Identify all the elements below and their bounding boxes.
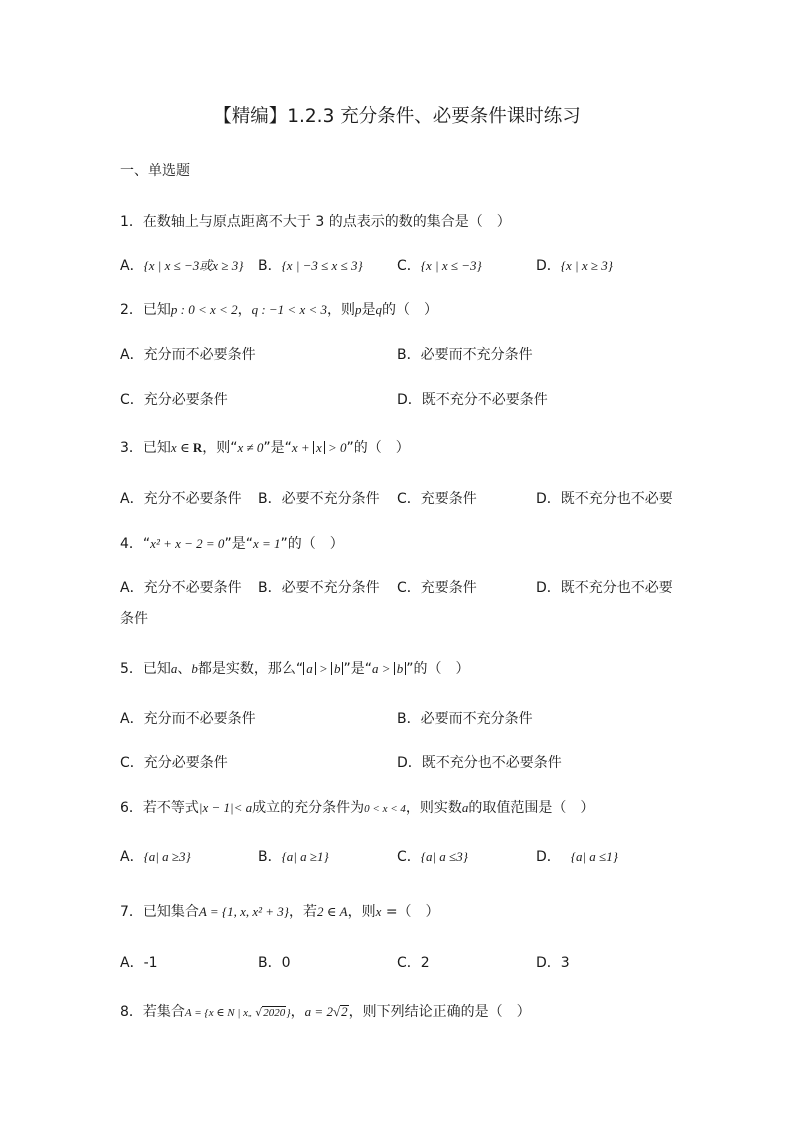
question-7-option-d[interactable]: D．3 <box>536 955 570 971</box>
question-1-stem: 1．在数轴上与原点距离不大于 3 的点表示的数的集合是（ ） <box>120 214 511 230</box>
question-7-option-c[interactable]: C．2 <box>397 955 430 971</box>
question-5-stem: 5．已知a、b都是实数，那么“ a > b ”是“a > b ”的（ ） <box>120 661 470 677</box>
question-6-stem: 6．若不等式|x − 1|< a成立的充分条件为0 < x < 4，则实数a的取值范围是（ ） <box>120 800 595 816</box>
question-4-stem: 4．“x² + x − 2 = 0”是“x = 1”的（ ） <box>120 536 344 552</box>
question-2-stem: 2．已知p : 0 < x < 2，q : −1 < x < 3，则p是q的（ ） <box>120 302 438 318</box>
section-heading: 一、单选题 <box>120 163 190 179</box>
question-7-option-a[interactable]: A．-1 <box>120 955 158 971</box>
question-5-option-c[interactable]: C．充分必要条件 <box>120 755 228 771</box>
question-4-option-c[interactable]: C．充要条件 <box>397 580 477 596</box>
question-2-option-d[interactable]: D．既不充分不必要条件 <box>397 392 548 408</box>
sqrt-sign-icon: √ <box>255 1006 263 1019</box>
question-8-stem: 8．若集合A = {x ∈ N | x„ √2020}，a = 2√2，则下列结论正确的是（ ） <box>120 1004 531 1020</box>
question-1-option-a[interactable]: A．{x | x ≤ −3或x ≥ 3} <box>120 258 244 274</box>
question-6-option-d[interactable]: D． {a| a ≤1} <box>536 849 618 865</box>
question-1-option-c[interactable]: C．{x | x ≤ −3} <box>397 258 482 274</box>
question-6-option-c[interactable]: C．{a| a ≤3} <box>397 849 468 865</box>
question-3-stem: 3．已知x ∈ R，则“x ≠ 0”是“x + x > 0”的（ ） <box>120 440 410 456</box>
question-2-option-a[interactable]: A．充分而不必要条件 <box>120 347 256 363</box>
question-2-option-b[interactable]: B．必要而不充分条件 <box>397 347 533 363</box>
question-3-option-c[interactable]: C．充要条件 <box>397 491 477 507</box>
question-3-option-a[interactable]: A．充分不必要条件 <box>120 491 242 507</box>
question-4-option-a[interactable]: A．充分不必要条件 <box>120 580 242 596</box>
question-1-option-d[interactable]: D．{x | x ≥ 3} <box>536 258 613 274</box>
question-1-option-b[interactable]: B．{x | −3 ≤ x ≤ 3} <box>258 258 363 274</box>
question-6-option-b[interactable]: B．{a| a ≥1} <box>258 849 329 865</box>
question-7-stem: 7．已知集合A = {1, x, x² + 3}，若2 ∈ A，则x =（ ） <box>120 904 440 920</box>
question-4-option-b[interactable]: B．必要不充分条件 <box>258 580 380 596</box>
question-5-option-a[interactable]: A．充分而不必要条件 <box>120 711 256 727</box>
question-3-option-b[interactable]: B．必要不充分条件 <box>258 491 380 507</box>
question-7-option-b[interactable]: B．0 <box>258 955 291 971</box>
document-title: 【精编】1.2.3 充分条件、必要条件课时练习 <box>213 106 581 127</box>
question-3-option-d[interactable]: D．既不充分也不必要 <box>536 491 673 507</box>
question-4-option-d[interactable]: D．既不充分也不必要 <box>536 580 673 596</box>
question-2-option-c[interactable]: C．充分必要条件 <box>120 392 228 408</box>
sqrt-sign-icon: √ <box>332 1004 341 1019</box>
question-4-option-d-continued: 条件 <box>120 611 148 627</box>
question-5-option-d[interactable]: D．既不充分也不必要条件 <box>397 755 562 771</box>
question-6-option-a[interactable]: A．{a| a ≥3} <box>120 849 191 865</box>
question-5-option-b[interactable]: B．必要而不充分条件 <box>397 711 533 727</box>
